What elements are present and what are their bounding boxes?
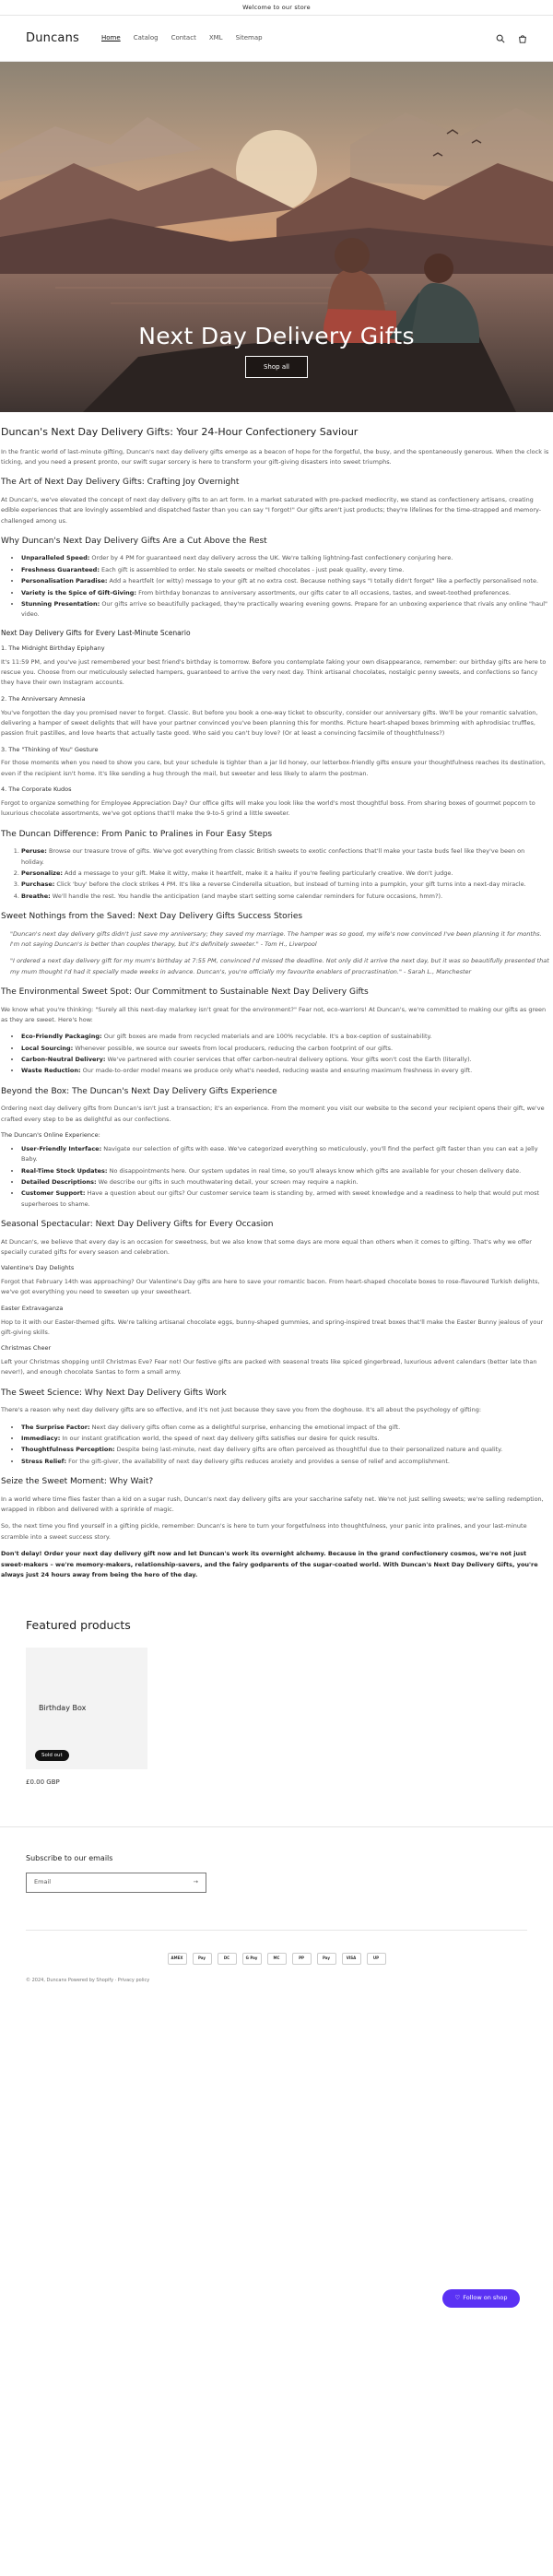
- subscribe-title: Subscribe to our emails: [26, 1853, 113, 1862]
- paragraph: Hop to it with our Easter-themed gifts. We're talking artisanal chocolate eggs, bunny-shaped gummies, and spring-inspired treat boxes that'll make the Easter Bunny jealous of your gift-giving skills.: [1, 1318, 544, 1336]
- testimonial-quote: "I ordered a next day delivery gift for my mum's birthday at 7:55 PM, convinced I'd missed the deadline. Not only did it arrive the next day, but it was so beautifully presented that my mum thought I'd had it specially made weeks in advance. Duncan's, you're officially my favourite enablers of procrastination." - Sarah L., Manchester: [10, 957, 549, 975]
- google-pay-icon: G Pay: [242, 1953, 262, 1965]
- list-item: 2. Personalize: Add a message to your gift. Make it witty, make it heartfelt, make it a haiku if you're feeling particularly creative. We don't judge.: [21, 869, 549, 879]
- email-field[interactable]: [26, 1873, 206, 1893]
- list-item: • Freshness Guaranteed: Each gift is assembled to order. No stale sweets or melted chocolates - just peak quality, every time.: [21, 565, 549, 575]
- main-nav: [101, 33, 496, 43]
- search-icon[interactable]: [496, 34, 505, 43]
- list-item: 4. Breathe: We'll handle the rest. You handle the anticipation (and maybe start setting some calendar reminders for future occasions, hmm?).: [21, 892, 549, 902]
- sub-heading: 1. The Midnight Birthday Epiphany: [1, 644, 105, 652]
- feature-list: [1, 1032, 549, 1077]
- arrow-right-icon[interactable]: →: [193, 1877, 198, 1885]
- paragraph: For those moments when you need to show you care, but your schedule is tighter than a jar lid honey, our letterbox-friendly gifts ensure your thoughtfulness reaches its destination, even if the recipient isn't home. It's like sending a hug through the mail, but sweeter and less likely to alarm the postman.: [1, 759, 546, 777]
- announcement-bar: [0, 0, 553, 16]
- list-item: • Real-Time Stock Updates: No disappointments here. Our system updates in real time, so you'll always know which gifts are available for your chosen delivery date.: [21, 1166, 549, 1176]
- sub-heading: 3. The "Thinking of You" Gesture: [1, 745, 99, 753]
- site-header: [0, 16, 553, 62]
- email-placeholder: Email: [34, 1877, 52, 1885]
- list-item: • Eco-Friendly Packaging: Our gift boxes are made from recycled materials and are 100% recyclable. It's a box-ception of sustainability.: [21, 1032, 549, 1042]
- feature-list: [1, 1423, 549, 1468]
- paragraph: Ordering next day delivery gifts from Duncan's isn't just a transaction; it's an experience. From the moment you visit our website to the second your recipient opens their gift, we've crafted every step to be as delightful as our confections.: [1, 1105, 545, 1123]
- list-item: • Detailed Descriptions: We describe our gifts in such mouthwatering detail, your screen may require a napkin.: [21, 1177, 549, 1188]
- list-item: • Stress Relief: For the gift-giver, the availability of next day delivery gifts reduces anxiety and provides a sense of relief and accomplishment.: [21, 1457, 549, 1467]
- header-icons: [496, 34, 527, 43]
- section-heading: Why Duncan's Next Day Delivery Gifts Are a Cut Above the Rest: [1, 536, 267, 546]
- apple-pay-icon: Pay: [193, 1953, 212, 1965]
- list-item: • Variety is the Spice of Gift-Giving: From birthday bonanzas to anniversary assortments, our gifts cater to all occasions, tastes, and sweet-toothed preferences.: [21, 588, 549, 598]
- section-heading: Seize the Sweet Moment: Why Wait?: [1, 1477, 154, 1487]
- list-item: • User-Friendly Interface: Navigate our selection of gifts with ease. We've categorized everything so meticulously, you'll find the perfect gift faster than you can eat a Jelly Baby.: [21, 1144, 549, 1165]
- paragraph: You've forgotten the day you promised never to forget. Classic. But before you book a one-way ticket to obscurity, consider our anniversary gifts. We'll be your romantic salvation, delivering a hamper of sweet delights that will have your partner convinced you've been planning this for months. Picture heart-shaped boxes brimming with aphrodisiac truffles, passion fruit pastilles, and love hearts that actually taste good. Who said you can't buy love? (Or at least a convincing facsimile of thoughtfulness?): [1, 708, 538, 738]
- featured-title: Featured products: [26, 1618, 131, 1633]
- paragraph: At Duncan's, we've elevated the concept of next day delivery gifts to an art form. In a market saturated with pre-packed mediocrity, we stand as confectionery artisans, creating edible experiences that are lovingly assembled and dispatched faster than you can say "I forgot!" Our gifts aren't just products; they're lifelines for the time-strapped and memory-challenged among us.: [1, 495, 542, 525]
- paragraph: At Duncan's, we believe that every day is an occasion for sweetness, but we also know that some days are more equal than others when it comes to gifting. That's why we offer specially curated gifts for every season and celebration.: [1, 1237, 532, 1256]
- paragraph: We know what you're thinking: "Surely all this next-day malarkey isn't great for the environment?" Fear not, eco-warriors! At Duncan's, we're committed to making our gifts as green as they are sweet. Here's how:: [1, 1005, 547, 1023]
- section-heading: The Environmental Sweet Spot: Our Commitment to Sustainable Next Day Delivery Gifts: [1, 987, 369, 997]
- amex-icon: AMEX: [168, 1953, 187, 1965]
- list-item: • Personalisation Paradise: Add a heartfelt (or witty) message to your gift at no extra cost. Because nothing says "I totally didn't forget" like a perfectly personalised note.: [21, 576, 549, 586]
- steps-list: [1, 846, 549, 902]
- footer-bottom: [26, 1930, 527, 1985]
- testimonial-quote: "Duncan's next day delivery gifts didn't just save my anniversary; they saved my marriage. The hamper was so good, my wife's now convinced I've been planning it for months. I'm not saying Duncan's is better than couples therapy, but it's definitely sweeter." - Tom H., Liverpool: [10, 929, 542, 948]
- list-item: • Unparalleled Speed: Order by 4 PM for guaranteed next day delivery across the UK. We're talking lightning-fast confectionery conjuring here.: [21, 553, 549, 563]
- unionpay-icon: UP: [367, 1953, 386, 1965]
- announcement-text: Welcome to our store: [242, 4, 311, 11]
- product-card[interactable]: [26, 1648, 147, 1788]
- list-item: 1. Peruse: Browse our treasure trove of gifts. We've got everything from classic British sweets to exotic confections that'll make your taste buds feel like they've been on holiday.: [21, 846, 549, 868]
- section-heading: The Sweet Science: Why Next Day Delivery Gifts Work: [1, 1388, 227, 1398]
- heart-icon: ♡: [454, 2294, 461, 2302]
- nav-sitemap[interactable]: Sitemap: [235, 34, 263, 42]
- hero-title: Next Day Delivery Gifts: [138, 323, 415, 349]
- nav-catalog[interactable]: Catalog: [133, 34, 159, 42]
- nav-xml[interactable]: XML: [208, 34, 223, 42]
- article-body: [0, 425, 553, 1580]
- sub-heading: Valentine's Day Delights: [1, 1264, 75, 1272]
- section-heading: Next Day Delivery Gifts for Every Last-Minute Scenario: [1, 628, 191, 637]
- section-heading: Sweet Nothings from the Saved: Next Day Delivery Gifts Success Stories: [1, 912, 303, 921]
- sold-out-badge: Sold out: [35, 1750, 69, 1761]
- site-footer: [0, 1826, 553, 1985]
- section-heading: Beyond the Box: The Duncan's Next Day Delivery Gifts Experience: [1, 1086, 277, 1096]
- list-item: • Stunning Presentation: Our gifts arrive so beautifully packaged, they're practically wearing evening gowns. Prepare for an unboxing experience that rivals any online "haul" video.: [21, 599, 549, 620]
- list-item: • Thoughtfulness Perception: Despite being last-minute, next day delivery gifts are often perceived as thoughtful due to their personalized nature and quality.: [21, 1445, 549, 1455]
- list-item: • Waste Reduction: Our made-to-order model means we produce only what's needed, reducing waste and ensuring maximum freshness in every gift.: [21, 1066, 549, 1076]
- section-heading: The Duncan Difference: From Panic to Pralines in Four Easy Steps: [1, 829, 273, 839]
- list-item: • Carbon-Neutral Delivery: We've partnered with courier services that offer carbon-neutral delivery options. Your gifts won't cost the Earth (literally).: [21, 1055, 549, 1065]
- shop-pay-icon: Pay: [317, 1953, 336, 1965]
- feature-list: [1, 553, 549, 620]
- list-item: • The Surprise Factor: Next day delivery gifts often come as a delightful surprise, enhancing the emotional impact of the gift.: [21, 1423, 549, 1433]
- paragraph: Forgot that February 14th was approaching? Our Valentine's Day gifts are here to save your romantic bacon. From heart-shaped chocolate boxes to rose-flavoured Turkish delights, we've got everything you need to sweeten up your sweetheart.: [1, 1278, 540, 1296]
- sub-heading: The Duncan's Online Experience:: [1, 1131, 100, 1139]
- product-price: £0.00 GBP: [26, 1778, 60, 1786]
- hero-banner: [0, 62, 553, 412]
- section-heading: Seasonal Spectacular: Next Day Delivery Gifts for Every Occasion: [1, 1220, 274, 1229]
- paragraph: It's 11:59 PM, and you've just remembered your best friend's birthday is tomorrow. Before you contemplate faking your own disappearance, remember: our birthday gifts are here to rescue you. Choose from our meticulously selected hampers, guaranteed to arrive the very next day. Think artisanal chocolates, nostalgic penny sweets, and confections so fancy they have their own Instagram accounts.: [1, 657, 547, 687]
- product-image-placeholder[interactable]: [26, 1648, 147, 1769]
- list-item: 3. Purchase: Click 'buy' before the clock strikes 4 PM. It's like a reverse Cinderella situation, but instead of turning into a pumpkin, your gift turns into a next-day miracle.: [21, 880, 549, 890]
- paragraph: Forgot to organize something for Employee Appreciation Day? Our office gifts will make you look like the world's most thoughtful boss. From sharing boxes of gourmet popcorn to luxurious chocolate assortments, we've got options that'll make the 9-to-5 grind a little sweeter.: [1, 798, 535, 818]
- nav-contact[interactable]: Contact: [171, 34, 196, 42]
- list-item: • Customer Support: Have a question about our gifts? Our customer service team is standing by, armed with sweet knowledge and a readiness to help that would put most superheroes to shame.: [21, 1188, 549, 1210]
- product-name[interactable]: Birthday Box: [39, 1704, 87, 1712]
- shop-all-button[interactable]: Shop all: [245, 356, 308, 378]
- paragraph: So, the next time you find yourself in a gifting pickle, remember: Duncan's is here to turn your forgetfulness into thoughtfulness, your panic into pralines, and your last-minute scramble into a sweet success story.: [1, 1522, 527, 1541]
- article-title: Duncan's Next Day Delivery Gifts: Your 24-Hour Confectionery Saviour: [1, 426, 359, 438]
- paragraph: In a world where time flies faster than a kid on a sugar rush, Duncan's next day delivery gifts are your saccharine safety net. We're not just selling sweets; we're selling redemption, wrapped in ribbon and delivered with a sprinkle of magic.: [1, 1495, 544, 1513]
- featured-products-section: [0, 1617, 553, 1787]
- list-item: • Local Sourcing: Whenever possible, we source our sweets from local producers, reducing the carbon footprint of our gifts.: [21, 1044, 549, 1054]
- paragraph: Left your Christmas shopping until Christmas Eve? Fear not! Our festive gifts are packed with seasonal treats like spiced gingerbread, luxurious advent calendars (better late than never!), and enough chocolate Santas to form a small army.: [1, 1358, 537, 1377]
- nav-home[interactable]: Home: [101, 34, 121, 42]
- follow-on-shop-button[interactable]: [442, 2289, 520, 2308]
- follow-label: Follow on shop: [463, 2294, 508, 2302]
- article-intro: In the frantic world of last-minute gifting, Duncan's next day delivery gifts emerge as a beacon of hope for the forgetful, the busy, and the spontaneously generous. When the clock is ticking, and you need a present pronto, our swift sugar sorcery is here to transform your gift-giving disasters into sweet triumphs.: [1, 447, 549, 466]
- visa-icon: VISA: [342, 1953, 361, 1965]
- closing-paragraph: Don't delay! Order your next day delivery gift now and let Duncan's work its overnight alchemy. Because in the grand confectionery cosmos, we're not just sweet-makers – we're memory-makers, relationship-savers, and the fairy godparents of the sugar-coated world. With Duncan's Next Day Delivery Gifts, you're always just 24 hours away from being the hero of the day.: [1, 1550, 538, 1578]
- sub-heading: 2. The Anniversary Amnesia: [1, 694, 86, 703]
- sub-heading: Christmas Cheer: [1, 1344, 52, 1353]
- copyright: © 2024, Duncans Powered by Shopify · Privacy policy: [26, 1977, 150, 1983]
- store-logo[interactable]: Duncans: [26, 30, 80, 45]
- paypal-icon: PP: [292, 1953, 312, 1965]
- list-item: • Immediacy: In our instant gratification world, the speed of next day delivery gifts satisfies our desire for quick results.: [21, 1434, 549, 1444]
- payment-icons: [26, 1953, 527, 1965]
- cart-icon[interactable]: [518, 34, 527, 43]
- diners-club-icon: DC: [218, 1953, 237, 1965]
- sub-heading: 4. The Corporate Kudos: [1, 786, 72, 794]
- mastercard-icon: MC: [267, 1953, 287, 1965]
- sub-heading: Easter Extravaganza: [1, 1304, 64, 1312]
- section-heading: The Art of Next Day Delivery Gifts: Crafting Joy Overnight: [1, 478, 240, 488]
- feature-list: [1, 1144, 549, 1210]
- paragraph: There's a reason why next day delivery gifts are so effective, and it's not just because they save you from the doghouse. It's all about the psychology of gifting:: [1, 1406, 482, 1414]
